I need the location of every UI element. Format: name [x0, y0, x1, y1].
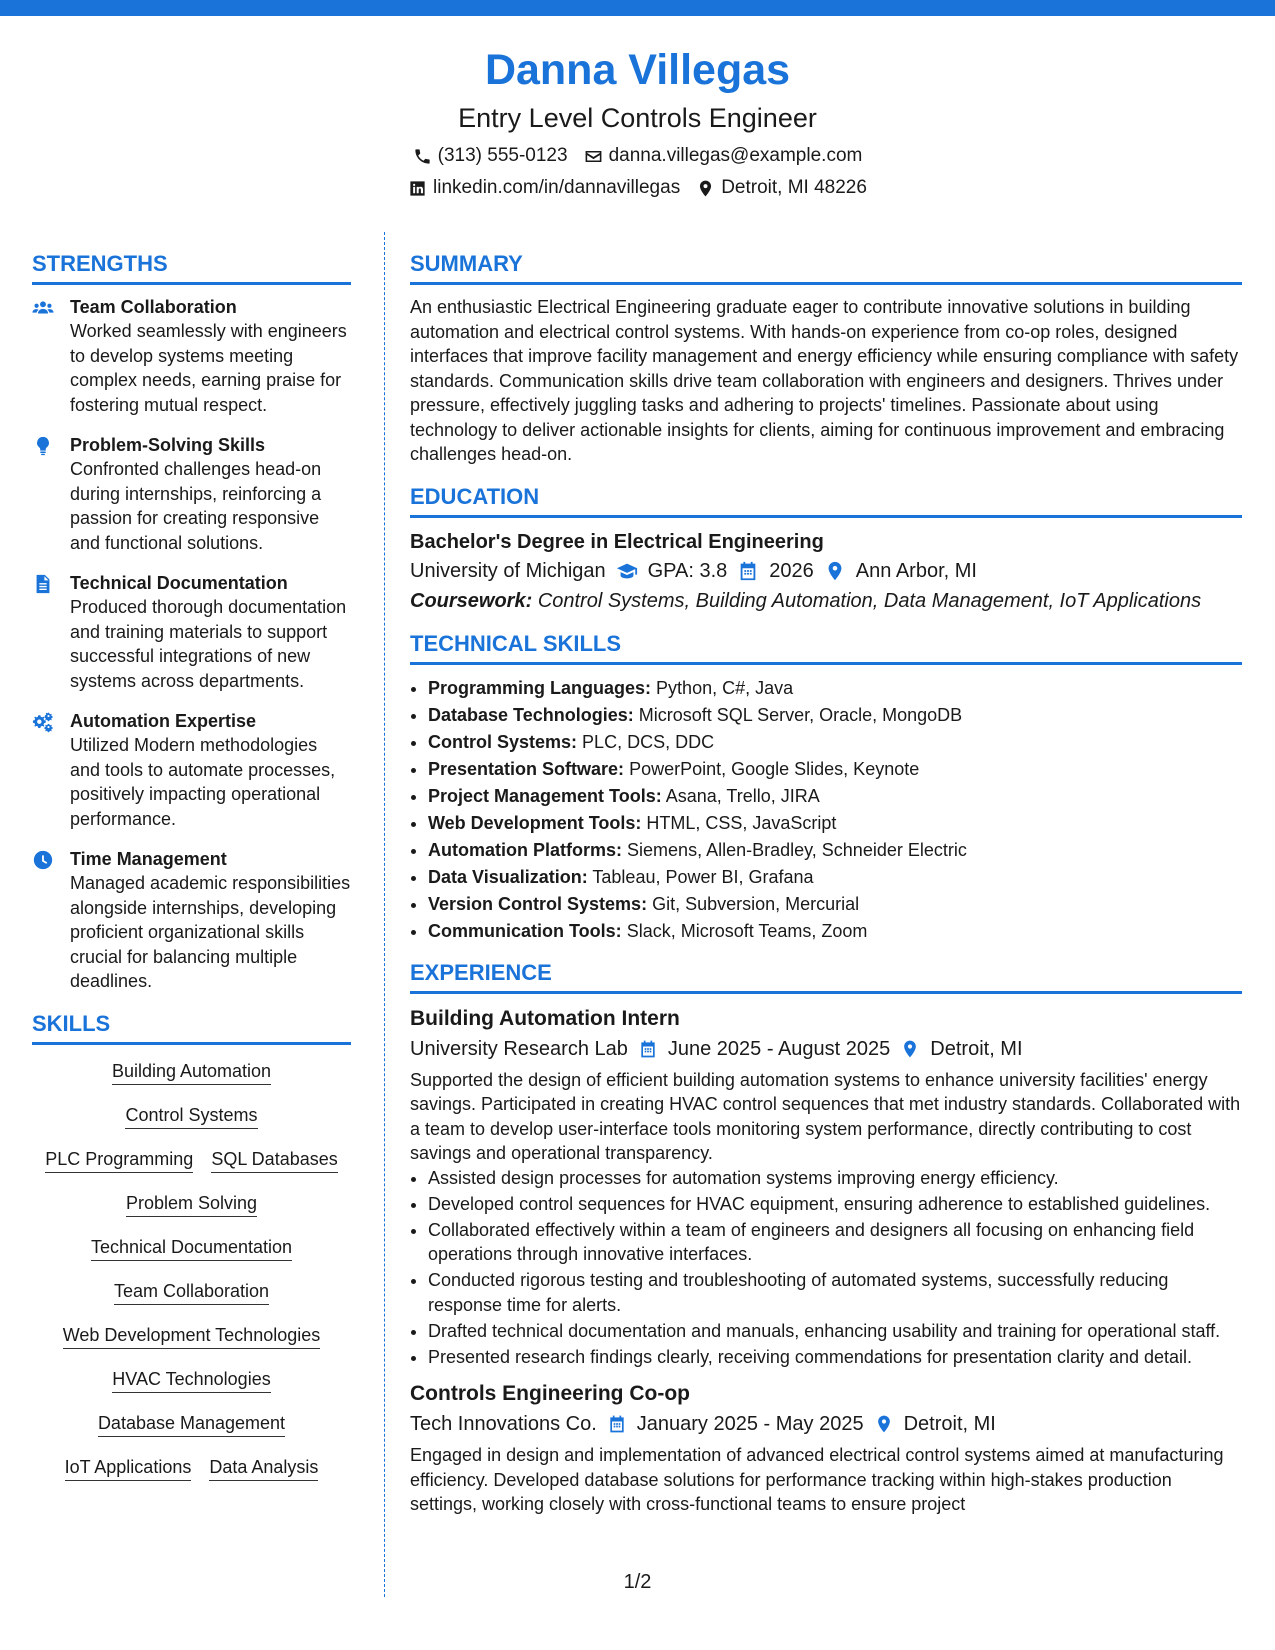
map-pin-icon — [824, 560, 846, 582]
tech-skill-value: Slack, Microsoft Teams, Zoom — [626, 920, 868, 941]
gears-icon — [32, 711, 54, 733]
job-location: Detroit, MI — [903, 1413, 996, 1435]
school-name: University of Michigan — [410, 559, 606, 582]
job-meta — [410, 1409, 1242, 1439]
job-dates: January 2025 - May 2025 — [636, 1413, 864, 1435]
strength-desc: Utilized Modern methodologies and tools to automate processes, positively impacting operational performance. — [70, 735, 336, 829]
email-contact[interactable] — [584, 144, 863, 168]
tech-skill-item — [428, 702, 1242, 729]
job-title: Building Automation Intern — [410, 1006, 680, 1030]
skill-tag: IoT Applications — [65, 1455, 192, 1481]
job-bullet: • Developed control sequences for HVAC equipment, ensuring adherence to established guidelines. — [428, 1192, 1242, 1217]
clock-icon — [32, 849, 54, 871]
summary-text: An enthusiastic Electrical Engineering graduate eager to contribute innovative solutions in building automation and electrical control systems. With hands-on experience from co-op roles, designed interfaces that improve facility management and energy efficiency while ensuring compliance with safety standards. Communication skills drive team collaboration with engineers and designers. Thrives under pressure, effectively juggling tasks and adhering to projects' timelines. Passionate about using technology to deliver actionable insights for clients, aiming for continuous improvement and embracing challenges head-on. — [410, 297, 1239, 464]
education-details — [410, 556, 1242, 586]
skill-tag: HVAC Technologies — [112, 1367, 270, 1393]
tech-skill-label: Database Technologies: — [428, 704, 634, 725]
strength-item — [32, 571, 351, 693]
skill-tag: Building Automation — [112, 1059, 271, 1085]
strength-desc: Confronted challenges head-on during internships, reinforcing a passion for creating responsive and functional solutions. — [70, 459, 322, 553]
email-text: danna.villegas@example.com — [608, 145, 863, 166]
coursework-list: Control Systems, Building Automation, Data Management, IoT Applications — [537, 589, 1202, 612]
resume-header — [0, 42, 1275, 200]
job-bullet: • Collaborated effectively within a team of engineers and designers all focusing on enhancing field operations through innovative interfaces. — [428, 1218, 1242, 1267]
lightbulb-icon — [32, 435, 54, 457]
candidate-role: Entry Level Controls Engineer — [458, 103, 817, 133]
strength-item — [32, 709, 351, 831]
degree-title: Bachelor's Degree in Electrical Engineering — [410, 530, 824, 553]
skill-tag: Data Analysis — [209, 1455, 318, 1481]
summary-heading: SUMMARY — [410, 250, 1242, 285]
skills-heading: SKILLS — [32, 1010, 351, 1045]
document-icon — [32, 573, 54, 595]
job-description: Supported the design of efficient building automation systems to enhance university facilities' energy savings. Participated in creating HVAC control sequences that met industry standards. Collaborated with a team to develop user-interface tools monitoring system performance, directly contributing to cost savings and operational transparency. — [410, 1069, 1241, 1163]
job-bullet: • Drafted technical documentation and manuals, enhancing usability and training for operational staff. — [428, 1319, 1242, 1344]
tech-skill-item — [428, 675, 1242, 702]
candidate-name: Danna Villegas — [484, 46, 791, 94]
contact-row-1 — [0, 144, 1275, 168]
map-pin-icon — [874, 1414, 894, 1434]
company-name: Tech Innovations Co. — [410, 1413, 597, 1435]
calendar-icon — [737, 560, 759, 582]
skill-tag: Web Development Technologies — [63, 1323, 321, 1349]
tech-skill-item — [428, 756, 1242, 783]
skills-list — [32, 1059, 351, 1481]
linkedin-contact[interactable] — [408, 176, 680, 200]
phone-text: (313) 555-0123 — [437, 145, 568, 166]
strength-item — [32, 433, 351, 555]
tech-skill-item — [428, 783, 1242, 810]
technical-skills-list — [410, 675, 1242, 945]
map-pin-icon — [696, 179, 715, 198]
tech-skill-value: PLC, DCS, DDC — [582, 731, 715, 752]
tech-skill-label: Project Management Tools: — [428, 785, 662, 806]
job-location: Detroit, MI — [930, 1037, 1023, 1060]
strength-item — [32, 295, 351, 417]
job-description: Engaged in design and implementation of advanced electrical control systems aimed at manufacturing efficiency. Developed database solutions for performance tracking within high-stakes production settings, working closely with cross-functional teams to ensure project — [410, 1445, 1224, 1514]
job-dates: June 2025 - August 2025 — [667, 1037, 891, 1060]
school-location: Ann Arbor, MI — [855, 559, 977, 582]
phone-icon — [413, 147, 432, 166]
top-accent-bar — [0, 0, 1275, 16]
coursework — [410, 586, 1242, 616]
experience-heading: EXPERIENCE — [410, 959, 1242, 994]
tech-skill-label: Web Development Tools: — [428, 812, 642, 833]
tech-skill-label: Presentation Software: — [428, 758, 625, 779]
job-bullet: • Assisted design processes for automation systems improving energy efficiency. — [428, 1166, 1242, 1191]
map-pin-icon — [900, 1039, 920, 1059]
job-bullet: • Conducted rigorous testing and troubleshooting of automated systems, successfully reducing response time for alerts. — [428, 1268, 1242, 1317]
tech-skill-item — [428, 729, 1242, 756]
location-contact — [696, 176, 867, 200]
graduation-cap-icon — [616, 560, 638, 582]
tech-skill-item — [428, 837, 1242, 864]
job-bullet: • Presented research findings clearly, receiving commendations for presentation clarity and detail. — [428, 1345, 1242, 1370]
technical-skills-heading: TECHNICAL SKILLS — [410, 630, 1242, 665]
strength-item — [32, 847, 351, 994]
linkedin-text: linkedin.com/in/dannavillegas — [433, 177, 681, 198]
skill-tag: Team Collaboration — [114, 1279, 269, 1305]
tech-skill-item — [428, 810, 1242, 837]
tech-skill-value: Tableau, Power BI, Grafana — [592, 866, 814, 887]
skill-tag: Control Systems — [125, 1103, 257, 1129]
job-entry — [410, 1379, 1242, 1517]
tech-skill-value: Git, Subversion, Mercurial — [652, 893, 860, 914]
left-column — [32, 250, 351, 1499]
tech-skill-label: Version Control Systems: — [428, 893, 648, 914]
tech-skill-value: Python, C#, Java — [656, 677, 794, 698]
location-text: Detroit, MI 48226 — [721, 177, 867, 198]
strength-desc: Worked seamlessly with engineers to develop systems meeting complex needs, earning praise for fostering mutual respect. — [70, 321, 347, 415]
skill-tag: PLC Programming — [45, 1147, 193, 1173]
tech-skill-item — [428, 918, 1242, 945]
strength-title: Time Management — [70, 849, 227, 869]
envelope-icon — [584, 147, 603, 166]
users-icon — [32, 297, 54, 319]
tech-skill-value: Siemens, Allen-Bradley, Schneider Electric — [627, 839, 967, 860]
company-name: University Research Lab — [410, 1037, 628, 1060]
linkedin-icon — [408, 179, 427, 198]
tech-skill-item — [428, 864, 1242, 891]
calendar-icon — [638, 1039, 658, 1059]
page-number: 1/2 — [623, 1571, 652, 1593]
tech-skill-value: Asana, Trello, JIRA — [665, 785, 820, 806]
phone-contact — [413, 144, 568, 168]
skill-tag: Database Management — [98, 1411, 285, 1437]
strength-desc: Produced thorough documentation and training materials to support successful integrations of new systems across departments. — [70, 597, 347, 691]
right-column — [410, 250, 1242, 1517]
contact-row-2 — [0, 176, 1275, 200]
gpa-text: GPA: 3.8 — [647, 559, 728, 582]
calendar-icon — [607, 1414, 627, 1434]
skill-tag: Problem Solving — [126, 1191, 257, 1217]
skill-tag: Technical Documentation — [91, 1235, 292, 1261]
tech-skill-value: Microsoft SQL Server, Oracle, MongoDB — [638, 704, 963, 725]
tech-skill-label: Control Systems: — [428, 731, 578, 752]
strength-desc: Managed academic responsibilities alongside internships, developing proficient organizational skills crucial for balancing multiple deadlines. — [70, 873, 351, 991]
tech-skill-value: HTML, CSS, JavaScript — [646, 812, 837, 833]
education-heading: EDUCATION — [410, 483, 1242, 518]
skill-tag: SQL Databases — [211, 1147, 337, 1173]
job-entry — [410, 1004, 1242, 1370]
job-title: Controls Engineering Co-op — [410, 1382, 690, 1405]
tech-skill-label: Programming Languages: — [428, 677, 652, 698]
tech-skill-label: Communication Tools: — [428, 920, 622, 941]
job-bullets — [410, 1166, 1242, 1370]
tech-skill-label: Data Visualization: — [428, 866, 588, 887]
strength-title: Automation Expertise — [70, 711, 257, 731]
coursework-label: Coursework: — [410, 589, 533, 612]
strength-title: Team Collaboration — [70, 297, 237, 317]
strength-title: Problem-Solving Skills — [70, 435, 266, 455]
tech-skill-item — [428, 891, 1242, 918]
column-divider — [384, 232, 385, 1597]
grad-year: 2026 — [769, 559, 814, 582]
tech-skill-label: Automation Platforms: — [428, 839, 623, 860]
tech-skill-value: PowerPoint, Google Slides, Keynote — [629, 758, 920, 779]
strength-title: Technical Documentation — [70, 573, 288, 593]
strengths-heading: STRENGTHS — [32, 250, 351, 285]
job-meta — [410, 1034, 1242, 1064]
